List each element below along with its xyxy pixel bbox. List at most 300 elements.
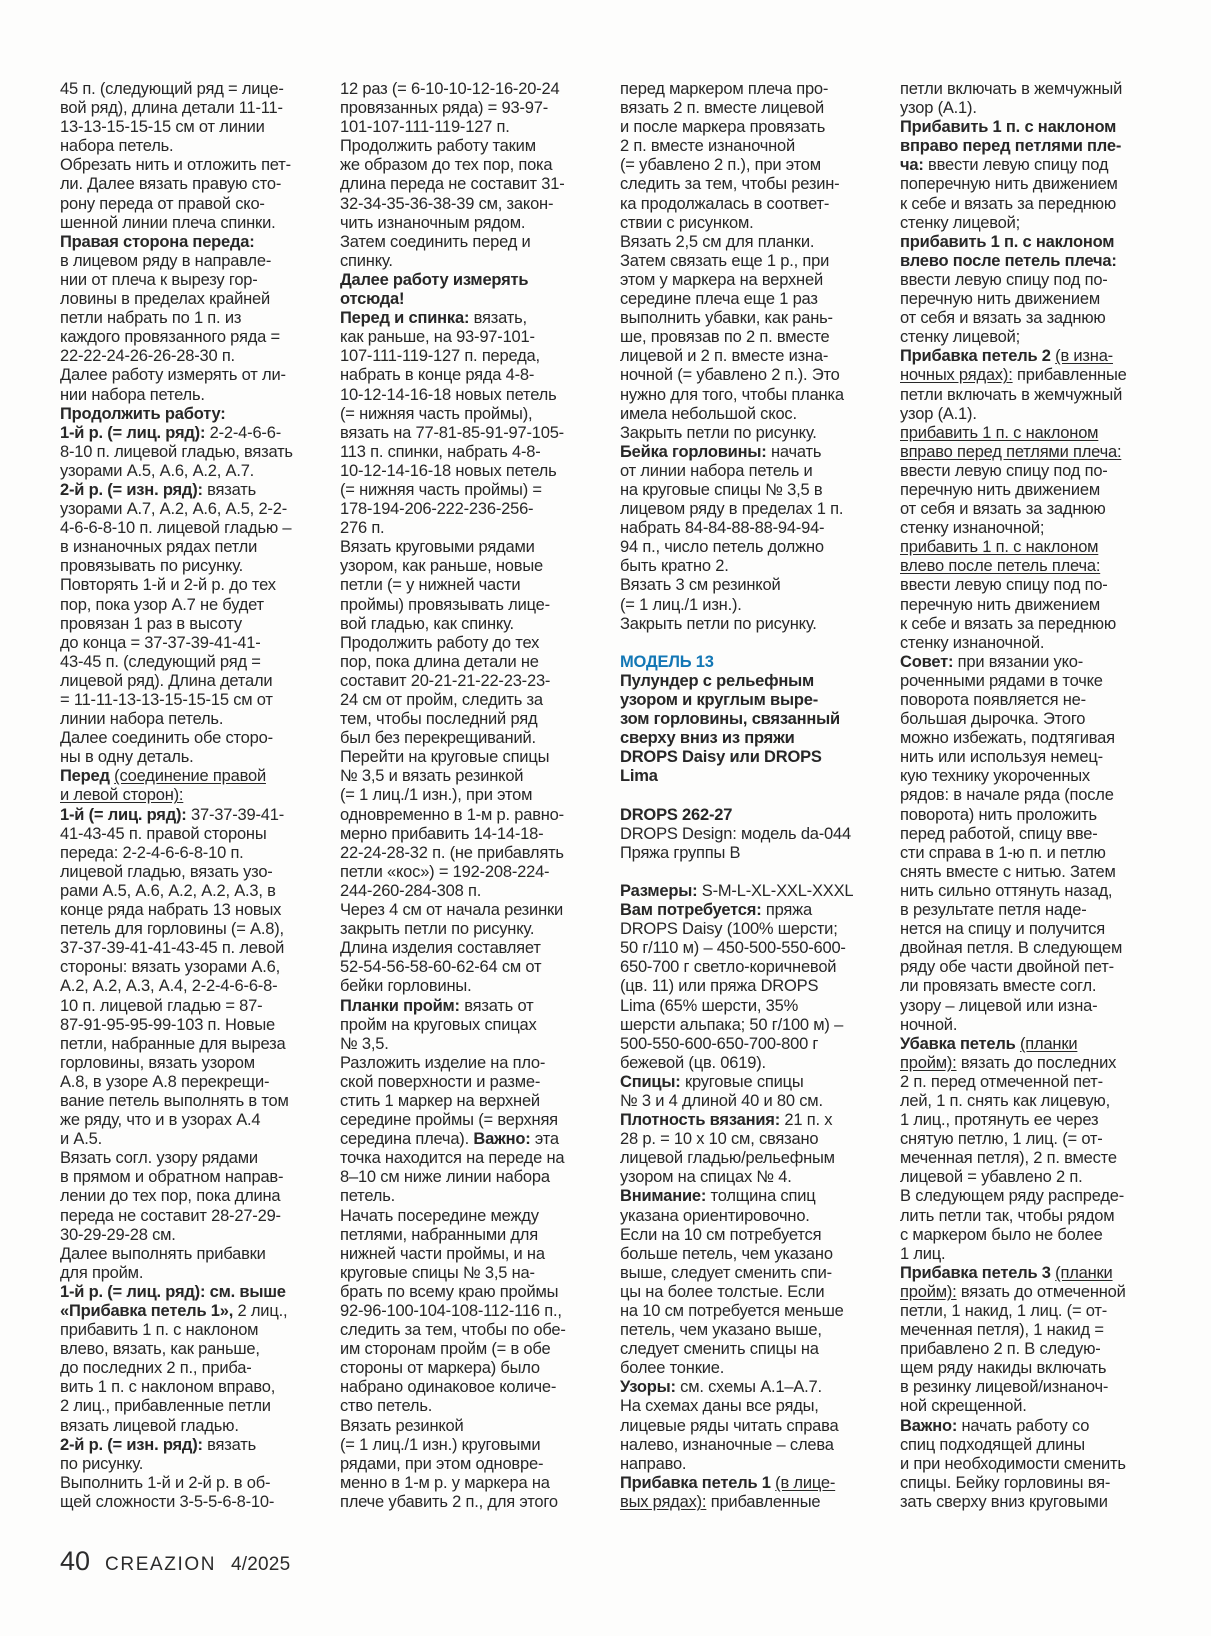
text-run: провязывать по рисунку. — [60, 557, 244, 576]
text-run: перечную нить движением — [900, 290, 1100, 309]
column-4 — [900, 80, 1153, 1512]
text-run: ввести левую спицу под по- — [900, 461, 1108, 480]
text-line — [620, 825, 873, 844]
text-run: тем, чтобы последний ряд — [340, 710, 538, 729]
text-line — [340, 920, 593, 939]
text-line — [900, 825, 1153, 844]
text-run: (планки — [1055, 1263, 1113, 1282]
text-line — [900, 977, 1153, 996]
text-run: 650-700 г светло-коричневой — [620, 958, 837, 977]
text-line — [340, 462, 593, 481]
text-line — [60, 405, 313, 424]
text-run: (цв. 11) или пряжа DROPS — [620, 977, 819, 996]
text-run: 37-37-39-41-41-43-45 п. левой — [60, 939, 285, 958]
text-line — [340, 137, 593, 156]
text-line — [900, 882, 1153, 901]
text-run: поворота появляется не- — [900, 691, 1086, 709]
text-line — [60, 1302, 313, 1321]
text-line — [620, 500, 873, 519]
text-run: Вам потребуется: — [620, 901, 762, 920]
text-line — [60, 1493, 313, 1512]
text-run: перед работой, спицу вве- — [900, 824, 1098, 843]
text-line — [900, 1016, 1153, 1035]
text-run: 2 п. вместе изнаночной — [620, 137, 796, 156]
text-run: Вязать круговыми рядами — [340, 538, 535, 557]
text-line — [60, 386, 313, 405]
text-line — [60, 576, 313, 595]
text-line — [620, 1111, 873, 1130]
text-run: на 10 см потребуется меньше — [620, 1302, 844, 1320]
text-run: перечную нить движением — [900, 595, 1100, 614]
text-run: (в лице- — [775, 1473, 836, 1492]
text-run: 2-й р. (= изн. ряд): — [60, 480, 203, 499]
text-run: и левой сторон): — [60, 786, 184, 805]
text-run: № 3,5 и вязать резинкой — [340, 767, 524, 786]
text-run: кую технику укороченных — [900, 767, 1090, 786]
text-run: узором на спицах № 4. — [620, 1168, 792, 1187]
text-run: конце ряда набрать 13 новых — [60, 901, 282, 920]
text-line — [340, 195, 593, 214]
text-line — [900, 748, 1153, 767]
text-run: длина переда не составит 31- — [340, 175, 565, 194]
text-line — [900, 615, 1153, 634]
text-run: поворота) нить проложить — [900, 805, 1097, 824]
text-run: быть кратно 2. — [620, 557, 729, 576]
text-run: вой ряд), длина детали 11-11- — [60, 99, 283, 118]
text-line — [340, 672, 593, 691]
text-run: 32-34-35-36-38-39 см, закон- — [340, 194, 554, 213]
text-line — [340, 1493, 593, 1512]
text-run: 87-91-95-95-99-103 п. Новые — [60, 1015, 275, 1034]
text-run: Вязать согл. узору рядами — [60, 1149, 258, 1168]
text-line — [620, 99, 873, 118]
text-line — [340, 1207, 593, 1226]
text-run: 4-6-6-8-10 п. лицевой гладью – — [60, 519, 292, 538]
text-run: отсюда! — [340, 290, 405, 309]
text-run: Если на 10 см потребуется — [620, 1225, 822, 1244]
text-line — [620, 1054, 873, 1073]
text-line — [60, 99, 313, 118]
text-run: круговые спицы — [680, 1072, 804, 1091]
text-line — [60, 1378, 313, 1397]
text-run: был без перекрещиваний. — [340, 729, 536, 748]
text-line — [900, 137, 1153, 156]
text-line — [60, 519, 313, 538]
text-run: 2-й р. (= изн. ряд): — [60, 1435, 203, 1454]
text-run: брать по всему краю проймы — [340, 1282, 559, 1301]
text-run: 13-13-15-15-15 см от линии — [60, 118, 265, 137]
text-line — [620, 1245, 873, 1264]
text-run: от себя и вязать за заднюю — [900, 309, 1106, 328]
text-run: 52-54-56-58-60-62-64 см от — [340, 958, 542, 977]
text-line — [900, 1149, 1153, 1168]
text-run: петли, 1 накид, 1 лиц. (= от- — [900, 1302, 1108, 1320]
text-line — [340, 844, 593, 863]
text-run: плече убавить 2 п., для этого — [340, 1492, 558, 1511]
text-run: в изнаночных рядах петли — [60, 538, 258, 557]
text-run: № 3,5. — [340, 1034, 389, 1053]
text-run: см. схемы А.1–А.7. — [675, 1378, 822, 1397]
text-run: нить или используя немец- — [900, 748, 1103, 767]
text-line — [620, 137, 873, 156]
text-line — [900, 519, 1153, 538]
text-line — [620, 1340, 873, 1359]
text-line — [60, 844, 313, 863]
text-line — [340, 882, 593, 901]
text-run: прибавленные — [706, 1492, 821, 1511]
issue-number: 4/2025 — [231, 1554, 291, 1575]
text-line — [60, 214, 313, 233]
text-run: Убавка петель — [900, 1034, 1016, 1053]
text-run: Важно: — [900, 1416, 958, 1435]
text-line — [620, 1455, 873, 1474]
text-run: 113 п. спинки, набрать 4-8- — [340, 442, 541, 461]
text-run: точка находится на переде на — [340, 1149, 565, 1168]
text-line — [900, 920, 1153, 939]
text-run: 50 г/110 м) – 450-500-550-600- — [620, 939, 846, 958]
text-run: пор, пока узор А.7 не будет — [60, 595, 264, 614]
text-line — [340, 710, 593, 729]
text-run: Затем соединить перед и — [340, 232, 531, 251]
text-line — [620, 1302, 873, 1321]
text-run: вить 1 п. с наклоном вправо, — [60, 1378, 276, 1397]
text-line — [340, 500, 593, 519]
text-run: лицевой гладью/рельефным — [620, 1149, 835, 1168]
text-line — [340, 519, 593, 538]
text-run: нужно для того, чтобы планка — [620, 385, 844, 404]
text-run: Спицы: — [620, 1072, 681, 1091]
text-line — [620, 271, 873, 290]
text-run: узорами А.5, А.6, А.2, А.7. — [60, 461, 255, 480]
text-line — [620, 1264, 873, 1283]
text-line — [60, 615, 313, 634]
text-line — [620, 214, 873, 233]
text-run: Начать посередине между — [340, 1206, 539, 1225]
text-run: 22-22-24-26-26-28-30 п. — [60, 347, 235, 366]
text-line — [60, 1436, 313, 1455]
text-run: влево, вязать, как раньше, — [60, 1340, 260, 1359]
text-run: каждого провязанного ряда = — [60, 328, 280, 347]
text-run: ночных рядах): — [900, 366, 1013, 385]
text-run: рону переда от правой ско- — [60, 194, 265, 213]
page-number: 40 — [60, 1546, 91, 1576]
text-columns — [60, 80, 1211, 1512]
text-line — [900, 290, 1153, 309]
text-run: вязать, — [469, 309, 527, 328]
text-run: спиц подходящей длины — [900, 1435, 1085, 1454]
text-run: узор (А.1). — [900, 404, 977, 423]
text-run: щем ряду накиды включать — [900, 1359, 1107, 1378]
text-line — [340, 977, 593, 996]
text-run: при вязании уко- — [953, 652, 1084, 671]
text-line — [340, 1245, 593, 1264]
text-line — [900, 80, 1153, 99]
text-run: линии набора петель. — [60, 710, 224, 729]
text-line — [60, 1359, 313, 1378]
text-run: вой гладью, как спинку. — [340, 614, 514, 633]
text-run: Далее выполнять прибавки — [60, 1244, 266, 1263]
text-line — [900, 328, 1153, 347]
text-run: от линии набора петель и — [620, 461, 813, 480]
text-line — [340, 729, 593, 748]
text-line — [620, 1168, 873, 1187]
text-run: (= нижняя часть проймы) = — [340, 480, 542, 499]
text-run: (= 1 лиц./1 изн.) круговыми — [340, 1435, 541, 1454]
text-line — [60, 80, 313, 99]
text-run: узорами А.7, А.2, А.6, А.5, 2-2- — [60, 500, 287, 519]
text-run: можно избежать, подтягивая — [900, 729, 1115, 748]
text-line — [60, 1073, 313, 1092]
text-run: 10 п. лицевой гладью = 87- — [60, 996, 263, 1015]
text-line — [340, 1378, 593, 1397]
text-line — [60, 939, 313, 958]
text-line — [340, 424, 593, 443]
text-run: роченными рядами в точке — [900, 671, 1103, 690]
text-run: 1 лиц. — [900, 1244, 946, 1263]
text-run: к себе и вязать за переднюю — [900, 194, 1117, 213]
text-run: снятую петлю, 1 лиц. (= от- — [900, 1130, 1103, 1149]
text-line — [60, 863, 313, 882]
text-line — [900, 195, 1153, 214]
text-line — [340, 939, 593, 958]
text-line — [60, 691, 313, 710]
text-run: ка продолжалась в соответ- — [620, 194, 830, 213]
text-run: вязать 2 п. вместе лицевой — [620, 99, 825, 118]
text-run: 41-43-45 п. правой стороны — [60, 824, 267, 843]
text-run: набрать 84-84-88-88-94-94- — [620, 519, 825, 538]
text-run: DROPS Daisy или DROPS — [620, 748, 822, 767]
text-run: мерно прибавить 14-14-18- — [340, 824, 544, 843]
text-line — [900, 1245, 1153, 1264]
text-line — [620, 920, 873, 939]
text-line — [340, 366, 593, 385]
text-run: 92-96-100-104-108-112-116 п., — [340, 1302, 562, 1320]
text-line — [60, 1111, 313, 1130]
text-line — [60, 424, 313, 443]
text-line — [60, 1397, 313, 1416]
text-line — [620, 806, 873, 825]
text-run: 1-й (= лиц. ряд): — [60, 805, 187, 824]
text-line — [620, 195, 873, 214]
text-run: щей сложности 3-5-5-6-8-10- — [60, 1492, 275, 1511]
text-line — [620, 1359, 873, 1378]
text-line — [900, 672, 1153, 691]
text-line — [60, 1207, 313, 1226]
text-run: спинку. — [340, 251, 393, 270]
text-run: «Прибавка петель 1», — [60, 1302, 234, 1320]
text-run: Закрыть петли по рисунку. — [620, 614, 817, 633]
text-line — [620, 901, 873, 920]
text-run: бежевой (цв. 0619). — [620, 1053, 766, 1072]
text-line — [900, 557, 1153, 576]
text-run: стороны от маркера) было — [340, 1359, 540, 1378]
text-run: DROPS Daisy (100% шерсти; — [620, 920, 838, 939]
text-line — [340, 271, 593, 290]
text-line — [900, 1417, 1153, 1436]
text-run: середина плеча). — [340, 1130, 474, 1149]
text-line — [60, 1245, 313, 1264]
text-run: переда: 2-2-4-6-6-8-10 п. — [60, 843, 244, 862]
text-run: петель, чем указано выше, — [620, 1321, 822, 1340]
text-run: Важно: — [473, 1130, 531, 1149]
text-run: 8-10 п. лицевой гладью, вязать — [60, 442, 293, 461]
text-line — [60, 806, 313, 825]
text-run: стенку лицевой; — [900, 328, 1020, 347]
text-run: лей, 1 п. снять как лицевую, — [900, 1091, 1110, 1110]
text-run: 24 см от пройм, следить за — [340, 691, 543, 709]
text-run: 45 п. (следующий ряд = лице- — [60, 80, 284, 98]
text-run: вязать до отмеченной — [956, 1282, 1126, 1301]
text-run: цы на более толстые. Если — [620, 1282, 825, 1301]
text-line — [60, 748, 313, 767]
text-run: двойная петля. В следующем — [900, 939, 1123, 958]
text-line — [340, 1474, 593, 1493]
text-line — [340, 252, 593, 271]
text-line — [340, 653, 593, 672]
text-line — [620, 424, 873, 443]
text-run: ше, провязав по 2 п. вместе — [620, 328, 830, 347]
text-line — [60, 156, 313, 175]
text-line — [60, 118, 313, 137]
text-run: до конца = 37-37-39-41-41- — [60, 633, 261, 652]
text-run: Разложить изделие на пло- — [340, 1053, 546, 1072]
column-3 — [620, 80, 873, 1512]
model-heading-text: МОДЕЛЬ 13 — [620, 652, 714, 671]
text-line — [340, 863, 593, 882]
text-line — [900, 347, 1153, 366]
text-run: от себя и вязать за заднюю — [900, 500, 1106, 519]
text-line — [620, 653, 873, 672]
text-line — [900, 576, 1153, 595]
text-run: нижней части проймы, и на — [340, 1244, 545, 1263]
text-line — [60, 557, 313, 576]
text-run: 43-45 п. (следующий ряд = — [60, 652, 261, 671]
text-line — [60, 366, 313, 385]
text-run: ночной. — [900, 1015, 958, 1034]
text-line — [340, 901, 593, 920]
blank-line — [620, 786, 873, 805]
text-run: № 3 и 4 длиной 40 и 80 см. — [620, 1091, 823, 1110]
text-line — [900, 99, 1153, 118]
text-line — [60, 309, 313, 328]
text-line — [60, 634, 313, 653]
text-line — [620, 882, 873, 901]
text-run: Пряжа группы B — [620, 843, 741, 862]
text-line — [900, 405, 1153, 424]
text-run: лицевой ряд). Длина детали — [60, 671, 273, 690]
text-run: шенной линии плеча спинки. — [60, 213, 276, 232]
text-line — [620, 1493, 873, 1512]
text-run: 2 лиц., прибавленные петли — [60, 1397, 271, 1416]
text-run: Вязать резинкой — [340, 1416, 464, 1435]
text-line — [60, 729, 313, 748]
text-line — [620, 175, 873, 194]
text-run: Затем связать еще 1 р., при — [620, 251, 830, 270]
text-line — [60, 825, 313, 844]
text-run: начать работу со — [957, 1416, 1090, 1435]
text-line — [620, 767, 873, 786]
text-line — [340, 233, 593, 252]
text-line — [620, 1092, 873, 1111]
text-line — [900, 1340, 1153, 1359]
text-line — [340, 214, 593, 233]
text-line — [620, 1207, 873, 1226]
text-line — [900, 997, 1153, 1016]
text-run: влево после петель плеча: — [900, 557, 1101, 576]
text-run: набрать в конце ряда 4-8- — [340, 366, 535, 385]
text-line — [60, 920, 313, 939]
text-run: Правая сторона переда: — [60, 232, 255, 251]
text-run: Перед и спинка: — [340, 309, 470, 328]
text-line — [900, 1111, 1153, 1130]
text-run: Далее работу измерять от ли- — [60, 366, 286, 385]
text-line — [620, 405, 873, 424]
text-line — [60, 786, 313, 805]
text-run: Бейка горловины: — [620, 442, 767, 461]
text-line — [340, 748, 593, 767]
text-run: указана ориентировочно. — [620, 1206, 810, 1225]
text-line — [340, 576, 593, 595]
text-run: направо. — [620, 1454, 687, 1473]
text-run: (соединение правой — [114, 767, 266, 786]
text-run: снять вместе с нитью. Затем — [900, 862, 1116, 881]
text-line — [900, 271, 1153, 290]
text-line — [620, 519, 873, 538]
text-line — [60, 1092, 313, 1111]
text-line — [620, 233, 873, 252]
column-1 — [60, 80, 313, 1512]
text-run: Lima (65% шерсти, 35% — [620, 996, 799, 1015]
text-run: нить сильно оттянуть назад, — [900, 881, 1113, 900]
text-run: середине плеча еще 1 раз — [620, 290, 818, 309]
text-run: Длина изделия составляет — [340, 939, 541, 958]
text-run: перед маркером плеча про- — [620, 80, 829, 98]
text-line — [620, 481, 873, 500]
text-run: (= убавлено 2 п.), при этом — [620, 156, 821, 175]
text-run: прибавить 1 п. с наклоном — [900, 232, 1115, 251]
text-line — [620, 844, 873, 863]
text-run: вязать — [202, 480, 257, 499]
text-line — [340, 1359, 593, 1378]
text-line — [620, 347, 873, 366]
text-line — [340, 1073, 593, 1092]
text-line — [900, 1168, 1153, 1187]
text-run: петель. — [340, 1187, 395, 1206]
text-run: Внимание: — [620, 1187, 707, 1206]
text-run: 28 р. = 10 х 10 см, связано — [620, 1130, 819, 1149]
text-line — [60, 997, 313, 1016]
text-run: 2 лиц., — [233, 1302, 288, 1320]
text-line — [900, 1073, 1153, 1092]
text-run: рядами, при этом одновре- — [340, 1454, 544, 1473]
text-run: Далее работу измерять — [340, 270, 529, 289]
text-run: ской поверхности и разме- — [340, 1072, 541, 1091]
text-line — [340, 615, 593, 634]
text-line — [620, 1397, 873, 1416]
text-line — [340, 806, 593, 825]
text-line — [620, 1016, 873, 1035]
text-run: набрано одинаковое количе- — [340, 1378, 557, 1397]
text-run: перечную нить движением — [900, 480, 1100, 499]
text-line — [60, 596, 313, 615]
text-run: 8–10 см ниже линии набора — [340, 1168, 550, 1187]
text-run: большая дырочка. Этого — [900, 710, 1086, 729]
text-line — [60, 1340, 313, 1359]
text-run: стенку изнаночной; — [900, 519, 1045, 538]
text-run: прибавленные — [1012, 366, 1127, 385]
text-line — [340, 290, 593, 309]
text-run: вправо перед петлями плеча: — [900, 442, 1122, 461]
